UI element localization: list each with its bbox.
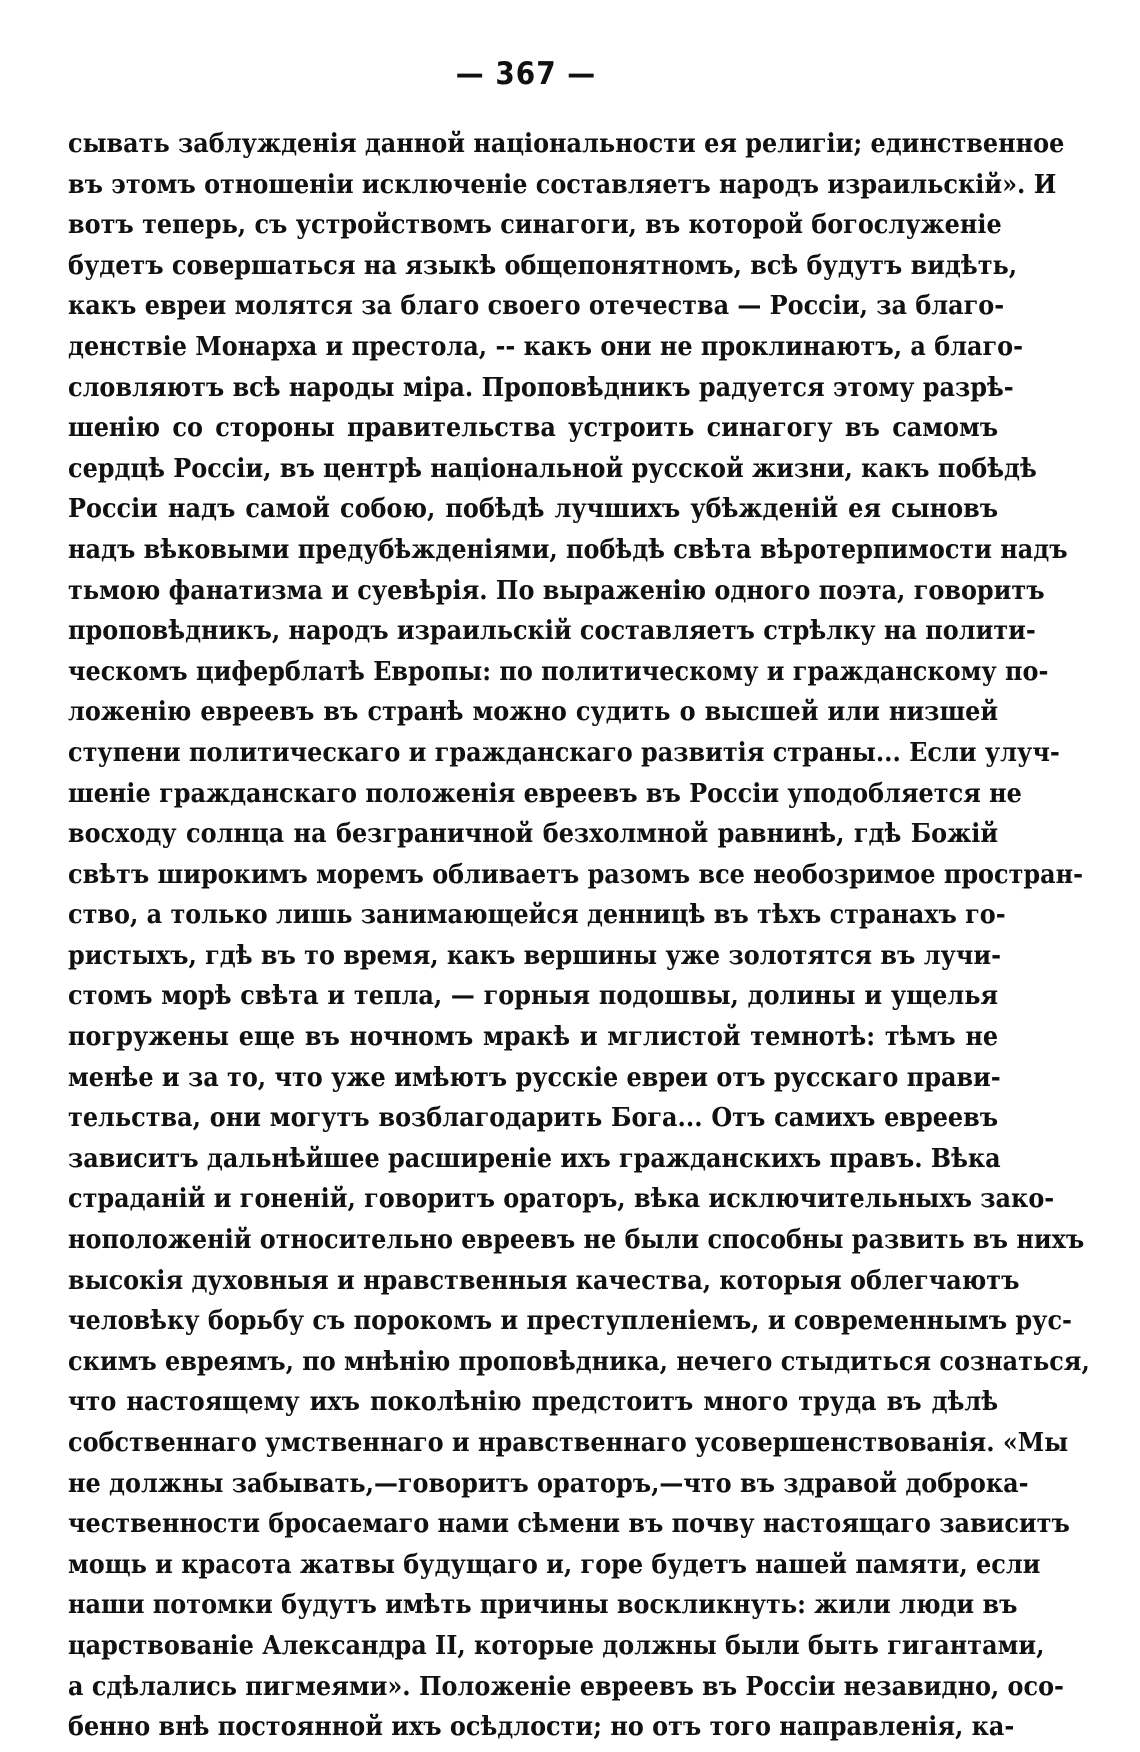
text-line-7: словляютъ всѣ народы міра. Проповѣдникъ радуется этому разрѣ- — [68, 372, 1014, 403]
page-number: — 367 — — [455, 56, 597, 92]
text-line-14: ческомъ циферблатѣ Европы: по политическому и гражданскому по- — [68, 656, 1049, 687]
text-line-40: бенно внѣ постоянной ихъ осѣдлости; но отъ того направленія, ка- — [68, 1712, 1015, 1743]
text-line-10: Россіи надъ самой собою, побѣдѣ лучшихъ убѣжденій ея сыновъ — [68, 494, 999, 525]
text-line-1: сывать заблужденія данной національности ея религіи; единственное — [68, 129, 1065, 159]
text-line-3: вотъ теперь, съ устройствомъ синагоги, въ которой богослуженіе — [68, 210, 1002, 241]
body-text — [68, 124, 1090, 1748]
text-line-35: чественности бросаемаго нами сѣмени въ почву настоящаго зависитъ — [68, 1509, 1070, 1540]
text-line-8: шенію со стороны правительства устроить синагогу въ самомъ — [68, 413, 999, 444]
text-line-39: а сдѣлались пигмеями». Положеніе евреевъ въ Россіи незавидно, осо- — [68, 1671, 1064, 1702]
text-line-19: свѣтъ широкимъ моремъ обливаетъ разомъ все необозримое простран- — [68, 859, 1084, 890]
text-line-22: стомъ морѣ свѣта и тепла, — горныя подошвы, долины и ущелья — [68, 981, 999, 1012]
text-line-16: ступени политическаго и гражданскаго развитія страны... Если улуч- — [68, 737, 1060, 768]
text-line-15: ложенію евреевъ въ странѣ можно судить о высшей или низшей — [68, 697, 999, 728]
text-line-12: тьмою фанатизма и суевѣрія. По выраженію одного поэта, говоритъ — [68, 575, 1045, 606]
text-line-38: царствованіе Александра II, которые должны были быть гигантами, — [68, 1630, 1045, 1661]
text-line-5: какъ евреи молятся за благо своего отечества — Россіи, за благо- — [68, 291, 1005, 322]
text-line-9: сердцѣ Россіи, въ центрѣ національной русской жизни, какъ побѣдѣ — [68, 453, 1037, 484]
text-line-13: проповѣдникъ, народъ израильскій составляетъ стрѣлку на полити- — [68, 616, 1036, 647]
text-line-36: мощь и красота жатвы будущаго и, горе будетъ нашей памяти, если — [68, 1549, 1041, 1580]
text-line-28: ноположеній относительно евреевъ не были способны развить въ нихъ — [68, 1225, 1085, 1256]
text-line-25: тельства, они могутъ возблагодарить Бога... Отъ самихъ евреевъ — [68, 1103, 999, 1134]
text-line-21: ристыхъ, гдѣ въ то время, какъ вершины уже золотятся въ лучи- — [68, 940, 1002, 971]
text-line-31: скимъ евреямъ, по мнѣнію проповѣдника, нечего стыдиться сознаться, — [68, 1346, 1090, 1377]
text-line-11: надъ вѣковыми предубѣжденіями, побѣдѣ свѣта вѣротерпимости надъ — [68, 534, 1068, 565]
text-line-34: не должны забывать,—говоритъ ораторъ,—что въ здравой доброка- — [68, 1468, 1029, 1499]
text-line-32: что настоящему ихъ поколѣнію предстоитъ много труда въ дѣлѣ — [68, 1387, 999, 1418]
text-line-23: погружены еще въ ночномъ мракѣ и мглистой темнотѣ: тѣмъ не — [68, 1022, 999, 1053]
text-line-29: высокія духовныя и нравственныя качества, которыя облегчаютъ — [68, 1265, 1020, 1296]
text-line-33: собственнаго умственнаго и нравственнаго усовершенствованія. «Мы — [68, 1428, 1069, 1458]
text-line-24: менѣе и за то, что уже имѣютъ русскіе евреи отъ русскаго прави- — [68, 1062, 1001, 1093]
text-line-2: въ этомъ отношеніи исключеніе составляетъ народъ израильскій». И — [68, 169, 1057, 200]
text-line-6: денствіе Монарха и престола, -- какъ они не проклинаютъ, а благо- — [68, 331, 1024, 362]
text-line-18: восходу солнца на безграничной безхолмной равнинѣ, гдѣ Божій — [68, 819, 999, 850]
text-line-30: человѣку борьбу съ порокомъ и преступленіемъ, и современнымъ рус- — [68, 1306, 1072, 1337]
text-line-17: шеніе гражданскаго положенія евреевъ въ Россіи уподобляется не — [68, 778, 1022, 809]
text-line-20: ство, а только лишь занимающейся денницѣ въ тѣхъ странахъ го- — [68, 900, 1006, 931]
text-line-37: наши потомки будутъ имѣть причины воскликнуть: жили люди въ — [68, 1590, 1018, 1621]
text-line-4: будетъ совершаться на языкѣ общепонятномъ, всѣ будутъ видѣть, — [68, 250, 1018, 281]
text-line-26: зависитъ дальнѣйшее расширеніе ихъ гражданскихъ правъ. Вѣка — [68, 1143, 1001, 1174]
text-line-27: страданій и гоненій, говоритъ ораторъ, вѣка исключительныхъ зако- — [68, 1184, 1055, 1215]
